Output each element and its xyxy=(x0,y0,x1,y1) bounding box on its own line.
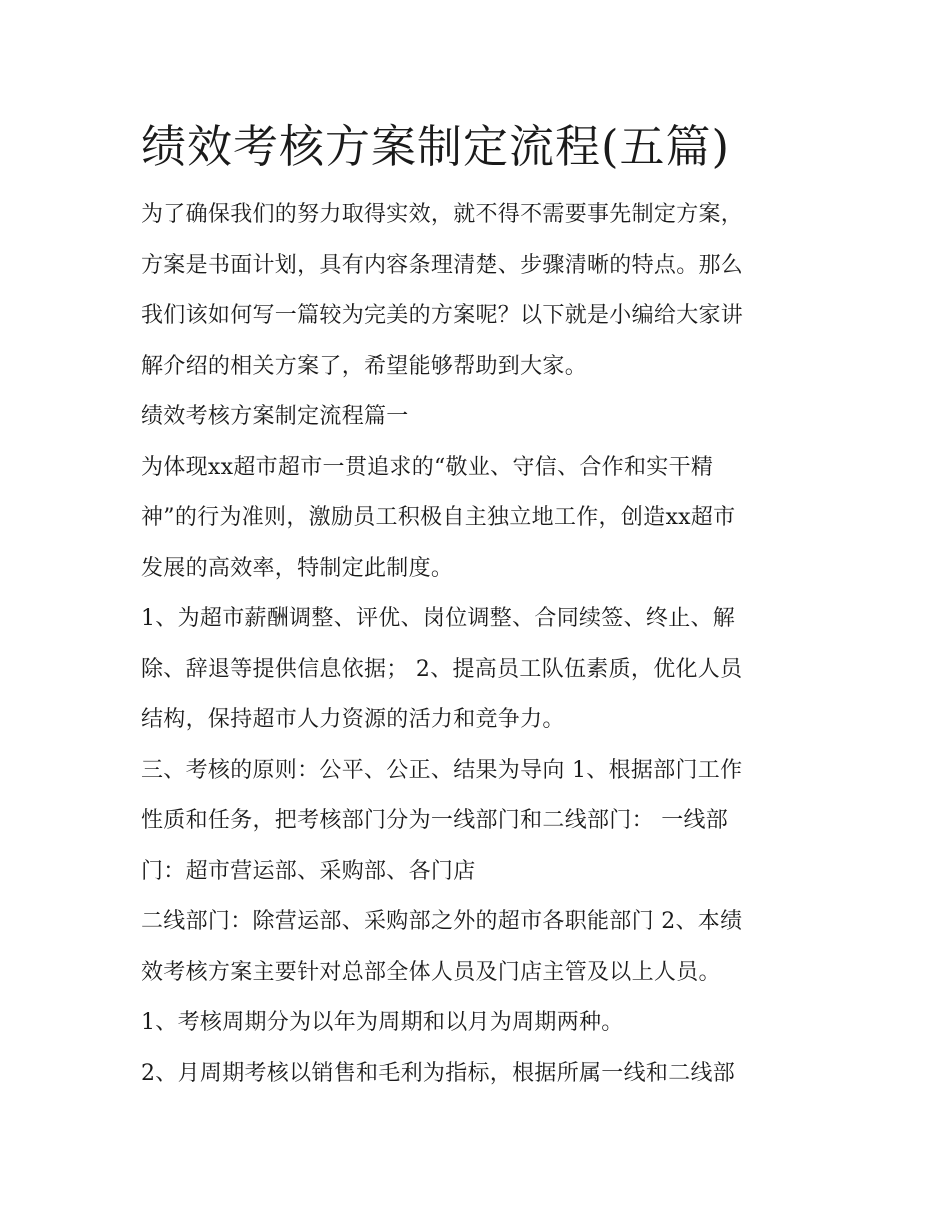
body-line: 性质和任务，把考核部门分为一线部门和二线部门： 一线部 xyxy=(141,808,729,833)
body-line: 2、月周期考核以销售和毛利为指标，根据所属一线和二线部 xyxy=(141,1060,736,1086)
document-title: 绩效考核方案制定流程(五篇) xyxy=(141,120,731,173)
body-line: 二线部门：除营运部、采购部之外的超市各职能部门 2、本绩 xyxy=(141,909,743,934)
body-line: 为了确保我们的努力取得实效，就不得不需要事先制定方案， xyxy=(141,202,744,227)
body-line: 为体现xx超市超市一贯追求的“敬业、守信、合作和实干精 xyxy=(141,454,714,480)
body-line: 1、为超市薪酬调整、评优、岗位调整、合同续签、终止、解 xyxy=(141,606,736,631)
document-page xyxy=(141,112,813,1099)
section-heading: 绩效考核方案制定流程篇一 xyxy=(141,404,409,429)
body-line: 结构，保持超市人力资源的活力和竞争力。 xyxy=(141,707,565,732)
body-line: 方案是书面计划，具有内容条理清楚、步骤清晰的特点。那么 xyxy=(141,252,744,278)
body-line: 效考核方案主要针对总部全体人员及门店主管及以上人员。 xyxy=(141,959,721,985)
body-line: 发展的高效率，特制定此制度。 xyxy=(141,555,454,581)
body-line: 我们该如何写一篇较为完美的方案呢？以下就是小编给大家讲 xyxy=(141,303,744,328)
body-line: 除、辞退等提供信息依据； 2、提高员工队伍素质，优化人员 xyxy=(141,656,743,682)
body-line: 三、考核的原则：公平、公正、结果为导向 1、根据部门工作 xyxy=(141,757,743,783)
body-line: 1、考核周期分为以年为周期和以月为周期两种。 xyxy=(141,1010,624,1035)
body-line: 解介绍的相关方案了，希望能够帮助到大家。 xyxy=(141,353,588,379)
body-line: 门：超市营运部、采购部、各门店 xyxy=(141,858,476,884)
document-body xyxy=(141,190,813,1099)
body-line: 神”的行为准则，激励员工积极自主独立地工作，创造xx超市 xyxy=(141,505,736,530)
